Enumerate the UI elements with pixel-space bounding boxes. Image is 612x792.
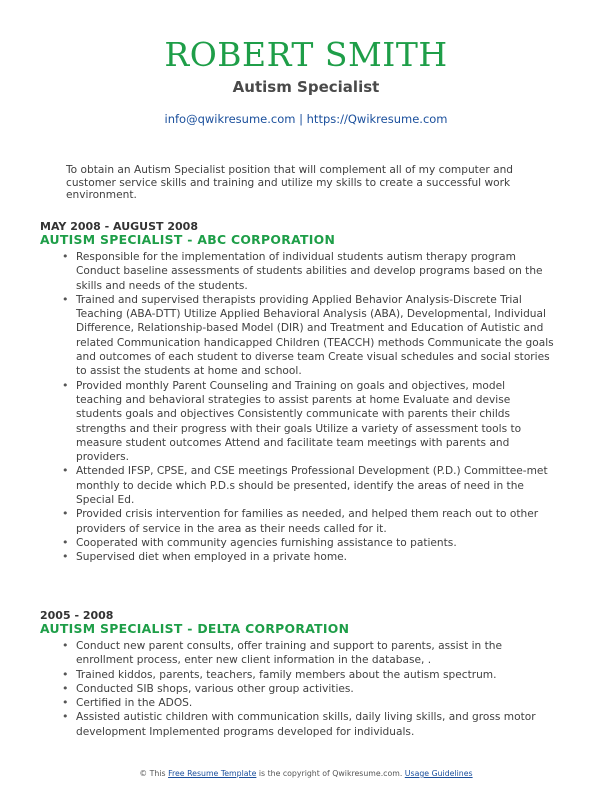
bullet-item: • Provided monthly Parent Counseling and Training on goals and objectives, model teaching and behavioral strategies to assist parents at home Evaluate and devise students goals and objectives Consistently communicate with parents their childs strengths and their progress with their goals Utilize a variety of assessment tools to measure student outcomes Attend and facilitate team meetings with parents and providers. bbox=[76, 379, 580, 465]
candidate-name: ROBERT SMITH bbox=[164, 35, 448, 74]
footer-prefix: © This bbox=[139, 769, 169, 778]
free-resume-template-link[interactable]: Free Resume Template bbox=[168, 769, 257, 778]
website-link[interactable]: https://Qwikresume.com bbox=[306, 112, 448, 126]
bullet-item: • Provided crisis intervention for families as needed, and helped them reach out to other providers of service in the area as their needs called for it. bbox=[76, 507, 580, 536]
bullet-item: • Responsible for the implementation of individual students autism therapy program Conduct baseline assessments of students abilities and develop programs based on the skills and needs of the students. bbox=[76, 250, 580, 293]
experience-entry-2 bbox=[40, 609, 580, 739]
bullet-item: • Cooperated with community agencies furnishing assistance to patients. bbox=[76, 536, 580, 550]
bullet-item: • Trained kiddos, parents, teachers, family members about the autism spectrum. bbox=[76, 668, 580, 682]
experience-role: AUTISM SPECIALIST - DELTA CORPORATION bbox=[40, 621, 350, 636]
contact-separator: | bbox=[295, 112, 307, 126]
footer bbox=[0, 769, 612, 778]
experience-dates: 2005 - 2008 bbox=[40, 609, 114, 622]
experience-entry-1 bbox=[40, 220, 580, 565]
bullet-item: • Assisted autistic children with communication skills, daily living skills, and gross motor development Implemented programs developed for individuals. bbox=[76, 710, 580, 739]
experience-dates: MAY 2008 - AUGUST 2008 bbox=[40, 220, 198, 233]
bullet-item: • Attended IFSP, CPSE, and CSE meetings Professional Development (P.D.) Committee-met monthly to decide which P.D.s should be presented, identify the areas of need in the Special Ed. bbox=[76, 464, 580, 507]
bullet-item: • Trained and supervised therapists providing Applied Behavior Analysis-Discrete Trial Teaching (ABA-DTT) Utilize Applied Behavioral Analysis (ABA), Developmental, Individual Difference, Relationship-based Model (DIR) and Treatment and Education of Autistic and related Communication handicapped Children (TEACCH) methods Communicate the goals and outcomes of each student to diverse team Create visual schedules and social stories to assist the students at home and school. bbox=[76, 293, 580, 379]
email-link[interactable]: info@qwikresume.com bbox=[164, 112, 296, 126]
experience-role: AUTISM SPECIALIST - ABC CORPORATION bbox=[40, 232, 336, 247]
bullet-item: • Conduct new parent consults, offer training and support to parents, assist in the enrollment process, enter new client information in the database, . bbox=[76, 639, 580, 668]
footer-copyright-text: is the copyright of Qwikresume.com. bbox=[256, 769, 405, 778]
contact-line bbox=[0, 112, 612, 126]
experience-bullets bbox=[40, 639, 580, 739]
experience-bullets bbox=[40, 250, 580, 565]
bullet-item: • Supervised diet when employed in a private home. bbox=[76, 550, 580, 564]
bullet-item: • Certified in the ADOS. bbox=[76, 696, 580, 710]
summary-text: To obtain an Autism Specialist position that will complement all of my computer and customer service skills and training and utilize my skills to create a successful work environment. bbox=[66, 164, 514, 202]
usage-guidelines-link[interactable]: Usage Guidelines bbox=[404, 769, 473, 778]
job-title: Autism Specialist bbox=[232, 78, 380, 96]
bullet-item: • Conducted SIB shops, various other group activities. bbox=[76, 682, 580, 696]
